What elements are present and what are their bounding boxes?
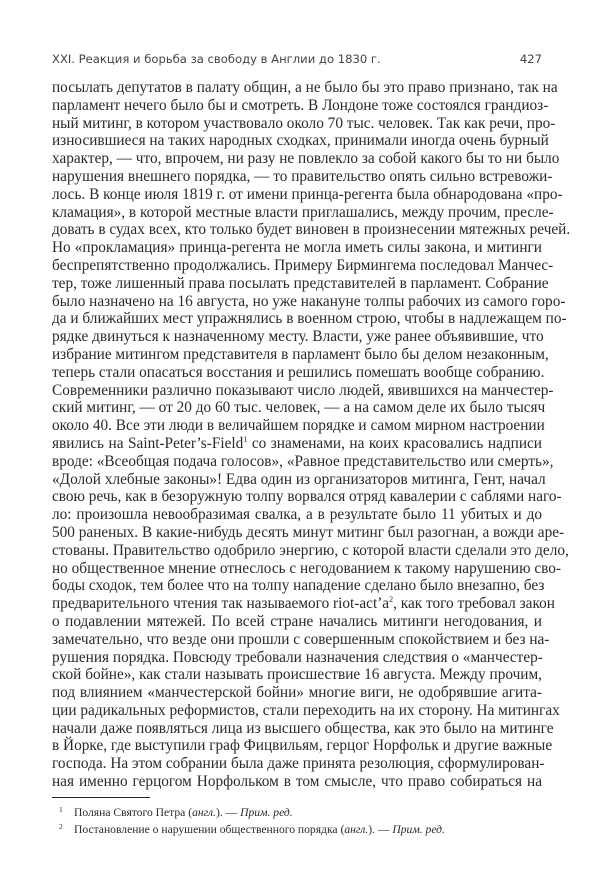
text-line: беспрепятственно продолжались. Примеру Бирмингема последовал Манчес- xyxy=(52,256,554,274)
text-line: парламент нечего было бы и смотреть. В Лондоне тоже состоялся грандиоз- xyxy=(52,96,549,114)
footnote-lang: англ. xyxy=(344,823,369,836)
text-line: но общественное мнение отнеслось с негодованием к такому нарушению сво- xyxy=(52,559,562,577)
footnote-marker: 1 xyxy=(59,805,63,814)
text-line: «Долой хлебные законы»! Едва один из организаторов митинга, Гент, начал xyxy=(52,470,546,488)
chapter-title: XXI. Реакция и борьба за свободу в Англии до 1830 г. xyxy=(52,52,381,66)
text-line: рядке двинуться к назначенному месту. Власти, уже ранее объявившие, что xyxy=(52,328,544,346)
text-line: ный митинг, в котором участвовало около 70 тыс. человек. Так как речи, про- xyxy=(52,114,556,132)
body-text xyxy=(52,79,571,791)
footnote-reference: 2 xyxy=(389,595,394,605)
text-line: в Йорке, где выступили граф Фицвильям, герцог Норфольк и другие важные xyxy=(52,737,553,755)
running-header xyxy=(52,52,542,70)
footnotes xyxy=(52,804,542,838)
text-line: довать в судах всех, кто только будет виновен в произнесении мятежных речей. xyxy=(52,221,571,239)
text-line: около 40. Все эти люди в величайшем порядке и самом мирном настроении xyxy=(52,417,545,435)
text-line: под влиянием «манчестерской бойни» многие виги, не одобрявшие агита- xyxy=(52,684,542,702)
text-line: стованы. Правительство одобрило энергию, с которой власти сделали это дело, xyxy=(52,541,569,559)
footnote-2 xyxy=(52,821,542,838)
footnote-1 xyxy=(52,804,542,821)
text-line: ло: произошла невообразимая свалка, а в результате было 11 убитых и до xyxy=(52,506,542,524)
text-line: Современники различно показывают число людей, явившихся на манчестер- xyxy=(52,381,554,399)
footnote-editor-note: Прим. ред. xyxy=(392,823,445,836)
text-line: посылать депутатов в палату общин, а не было бы это право признано, так на xyxy=(52,79,558,96)
footnote-text: Поляна Святого Петра ( xyxy=(74,806,193,819)
text-line: Но «прокламация» принца-регента не могла иметь силы закона, и митинги xyxy=(52,239,542,257)
footnote-separator: ). — xyxy=(215,806,241,819)
footnote-editor-note: Прим. ред. xyxy=(240,806,293,819)
text-line: избрание митингом представителя в парламент было бы делом незаконным, xyxy=(52,345,549,363)
text-line: ная именно герцогом Норфольком в том смысле, что право собираться на xyxy=(52,773,542,791)
text-line: кламация», в которой местные власти приглашались, между прочим, пресле- xyxy=(52,203,554,221)
text-line: характер, — что, впрочем, ни разу не повлекло за собой какого бы то ни было xyxy=(52,150,560,168)
text-segment: , как того требовал закон xyxy=(393,595,555,613)
footnote-reference: 1 xyxy=(243,434,248,444)
text-line: тер, тоже лишенный права посылать представителей в парламент. Собрание xyxy=(52,274,549,292)
text-segment: со знаменами, на коих красовались надписи xyxy=(247,434,542,452)
text-line: лось. В конце июля 1819 г. от имени принца-регента была обнародована «про- xyxy=(52,185,563,203)
text-line: господа. На этом собрании была даже принята резолюция, сформулирован- xyxy=(52,755,545,773)
text-line: вроде: «Всеобщая подача голосов», «Равное представительство или смерть», xyxy=(52,452,554,470)
text-line: ции радикальных реформистов, стали переходить на их сторону. На митингах xyxy=(52,701,560,719)
text-line: ской бойне», как стали называть происшествие 16 августа. Между прочим, xyxy=(52,666,542,684)
page-number: 427 xyxy=(519,52,542,66)
text-line: начали даже появляться лица из высшего общества, как это было на митинге xyxy=(52,719,554,737)
text-line: 500 раненых. В какие-нибудь десять минут митинг был разогнан, а вожди аре- xyxy=(52,523,565,541)
text-line: свою речь, как в безоружную толпу ворвался отряд кавалерии с саблями наго- xyxy=(52,488,562,506)
text-line: боды сходок, тем более что на толпу нападение сделано было внезапно, без xyxy=(52,577,545,595)
text-line: нарушения внешнего порядка, — то правительство опять сильно встревожи- xyxy=(52,167,553,185)
text-line: износившиеся на таких народных сходках, принимали иногда очень бурный xyxy=(52,132,549,150)
text-line: замечательно, что везде они прошли с совершенным спокойствием и без на- xyxy=(52,630,550,648)
footnote-separator: ). — xyxy=(368,823,393,836)
text-line: ский митинг, — от 20 до 60 тыс. человек, — а на самом деле их было тысяч xyxy=(52,399,546,417)
footnote-text: Постановление о нарушении общественного порядка ( xyxy=(74,823,345,836)
text-line: да и ближайших мест упражнялись в военном строю, чтобы в надлежащем по- xyxy=(52,310,567,328)
text-line: о подавлении мятежей. По всей стране начались митинги негодования, и xyxy=(52,612,542,630)
text-line: рушения порядка. Повсюду требовали назначения следствия о «манчестер- xyxy=(52,648,543,666)
text-segment: явились на Saint-Peter’s-Field xyxy=(52,434,244,452)
text-line xyxy=(52,595,555,613)
footnote-marker: 2 xyxy=(59,822,63,831)
text-line xyxy=(52,435,542,453)
footnote-lang: англ. xyxy=(192,806,216,819)
text-line: было назначено на 16 августа, но уже накануне толпы рабочих из самого горо- xyxy=(52,292,566,310)
text-line: теперь стали опасаться восстания и решились помешать вообще собранию. xyxy=(52,363,545,381)
footnote-divider xyxy=(52,797,150,798)
text-segment: предварительного чтения так называемого riot-act’a xyxy=(52,595,390,613)
